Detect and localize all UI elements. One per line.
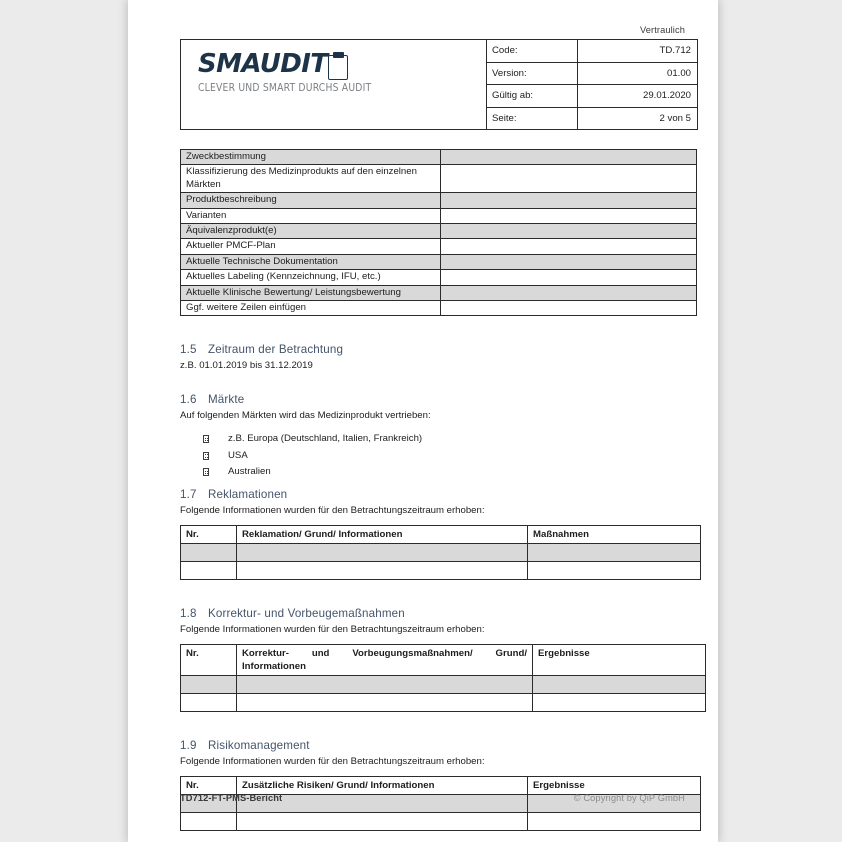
cell-risiken[interactable] <box>237 812 528 830</box>
checklist-value[interactable] <box>441 208 697 223</box>
header-label-valid-from: Gültig ab: <box>487 85 578 108</box>
smaudit-logo <box>198 51 377 94</box>
table-row <box>181 150 697 165</box>
section-heading-1-7 <box>180 487 685 502</box>
table-row <box>181 193 697 208</box>
cell-nr[interactable] <box>181 543 237 561</box>
checklist-value[interactable] <box>441 301 697 316</box>
checklist-label: Aktuelle Technische Dokumentation <box>181 254 441 269</box>
section-title: Risikomanagement <box>208 738 310 752</box>
column-header-ergebnisse: Ergebnisse <box>528 776 701 794</box>
table-row <box>181 543 701 561</box>
page-content <box>180 24 691 831</box>
table-header-row <box>181 776 701 794</box>
markets-list <box>180 431 685 481</box>
column-header-reklamation: Reklamation/ Grund/ Informationen <box>237 525 528 543</box>
cell-korrektur[interactable] <box>237 693 533 711</box>
clipboard-icon <box>328 52 350 81</box>
checklist-value[interactable] <box>441 193 697 208</box>
table-row <box>181 301 697 316</box>
table-row <box>181 693 706 711</box>
checklist-label: Zweckbestimmung <box>181 150 441 165</box>
section-heading-1-8 <box>180 606 685 621</box>
cell-reklamation[interactable] <box>237 561 528 579</box>
section-1-8-body: Folgende Informationen wurden für den Betrachtungszeitraum erhoben: <box>180 623 485 635</box>
checklist-value[interactable] <box>441 150 697 165</box>
section-number: 1.8 <box>180 606 197 620</box>
checklist-label: Aktuelle Klinische Bewertung/ Leistungsbewertung <box>181 285 441 300</box>
section-1-7-body: Folgende Informationen wurden für den Betrachtungszeitraum erhoben: <box>180 504 485 516</box>
checklist-value[interactable] <box>441 285 697 300</box>
page-footer <box>180 793 685 803</box>
spacer <box>180 580 685 606</box>
logo-tagline: CLEVER UND SMART DURCHS AUDIT <box>198 82 372 94</box>
cell-korrektur[interactable] <box>237 675 533 693</box>
column-header-nr: Nr. <box>181 644 237 675</box>
column-header-massnahmen: Maßnahmen <box>528 525 701 543</box>
column-header-ergebnisse: Ergebnisse <box>533 644 706 675</box>
column-header-nr: Nr. <box>181 776 237 794</box>
capa-table <box>180 644 706 712</box>
missing-glyph-bullet-icon <box>203 468 209 476</box>
spacer <box>180 712 685 738</box>
cell-nr[interactable] <box>181 561 237 579</box>
table-row <box>181 561 701 579</box>
checklist-value[interactable] <box>441 224 697 239</box>
list-item <box>180 431 685 448</box>
section-heading-1-5 <box>180 342 685 357</box>
section-number: 1.5 <box>180 343 197 357</box>
section-heading-1-9 <box>180 738 685 753</box>
column-header-risiken: Zusätzliche Risiken/ Grund/ Informationen <box>237 776 528 794</box>
section-1-5-body: z.B. 01.01.2019 bis 31.12.2019 <box>180 360 313 372</box>
section-number: 1.6 <box>180 393 197 407</box>
footer-document-id: TD712-FT-PMS-Bericht <box>180 793 283 803</box>
table-row <box>181 224 697 239</box>
cell-ergebnisse[interactable] <box>528 812 701 830</box>
document-page <box>128 0 718 842</box>
table-row <box>181 165 697 193</box>
section-title: Zeitraum der Betrachtung <box>208 343 344 357</box>
header-row <box>181 40 698 63</box>
table-header-row <box>181 525 701 543</box>
checklist-label: Klassifizierung des Medizinprodukts auf den einzelnen Märkten <box>181 165 441 193</box>
table-row <box>181 270 697 285</box>
section-number: 1.9 <box>180 738 197 752</box>
checklist-value[interactable] <box>441 270 697 285</box>
column-header-korrektur: Korrektur- und Vorbeugungsmaßnahmen/ Grund/ Informationen <box>237 644 533 675</box>
reklamationen-table <box>180 525 701 580</box>
clipboard-clip <box>333 52 344 58</box>
cell-reklamation[interactable] <box>237 543 528 561</box>
checklist-table <box>180 149 697 316</box>
header-value-valid-from: 29.01.2020 <box>578 85 698 108</box>
table-row <box>181 239 697 254</box>
cell-nr[interactable] <box>181 812 237 830</box>
section-title: Korrektur- und Vorbeugemaßnahmen <box>208 606 405 620</box>
risikomanagement-table <box>180 776 701 831</box>
document-header-table <box>180 39 698 130</box>
checklist-value[interactable] <box>441 254 697 269</box>
checklist-label: Varianten <box>181 208 441 223</box>
header-value-page: 2 von 5 <box>578 107 698 130</box>
logo-main-row <box>198 51 350 81</box>
table-row <box>181 254 697 269</box>
clipboard-lines <box>331 63 345 81</box>
logo-wordmark: SMAUDIT <box>198 49 328 79</box>
cell-massnahmen[interactable] <box>528 543 701 561</box>
table-row <box>181 812 701 830</box>
section-heading-1-6 <box>180 392 685 407</box>
cell-nr[interactable] <box>181 693 237 711</box>
table-header-row <box>181 644 706 675</box>
header-value-code: TD.712 <box>578 40 698 63</box>
checklist-value[interactable] <box>441 165 697 193</box>
spacer <box>180 372 685 392</box>
section-1-6-body: Auf folgenden Märkten wird das Medizinprodukt vertrieben: <box>180 410 431 422</box>
cell-ergebnisse[interactable] <box>533 675 706 693</box>
header-label-version: Version: <box>487 62 578 85</box>
confidential-label: Vertraulich <box>639 25 685 35</box>
list-item-label: z.B. Europa (Deutschland, Italien, Frankreich) <box>228 433 423 445</box>
section-number: 1.7 <box>180 487 197 501</box>
cell-nr[interactable] <box>181 675 237 693</box>
header-value-version: 01.00 <box>578 62 698 85</box>
checklist-value[interactable] <box>441 239 697 254</box>
checklist-label: Aktueller PMCF-Plan <box>181 239 441 254</box>
table-row <box>181 675 706 693</box>
checklist-label: Aktuelles Labeling (Kennzeichnung, IFU, etc.) <box>181 270 441 285</box>
list-item-label: Australien <box>228 466 271 478</box>
spacer <box>180 316 685 342</box>
missing-glyph-bullet-icon <box>203 452 209 460</box>
section-1-9-body: Folgende Informationen wurden für den Betrachtungszeitraum erhoben: <box>180 755 485 767</box>
cell-ergebnisse[interactable] <box>533 693 706 711</box>
missing-glyph-bullet-icon <box>203 435 209 443</box>
cell-massnahmen[interactable] <box>528 561 701 579</box>
header-label-page: Seite: <box>487 107 578 130</box>
footer-copyright: © Copyright by QiP GmbH <box>573 793 685 803</box>
checklist-label: Äquivalenzprodukt(e) <box>181 224 441 239</box>
table-row <box>181 285 697 300</box>
section-title: Märkte <box>208 393 245 407</box>
table-row <box>181 208 697 223</box>
column-header-nr: Nr. <box>181 525 237 543</box>
section-title: Reklamationen <box>208 487 288 501</box>
checklist-label: Produktbeschreibung <box>181 193 441 208</box>
list-item <box>180 464 685 481</box>
logo-cell <box>181 40 487 130</box>
list-item <box>180 448 685 465</box>
header-label-code: Code: <box>487 40 578 63</box>
list-item-label: USA <box>228 449 248 461</box>
checklist-label: Ggf. weitere Zeilen einfügen <box>181 301 441 316</box>
